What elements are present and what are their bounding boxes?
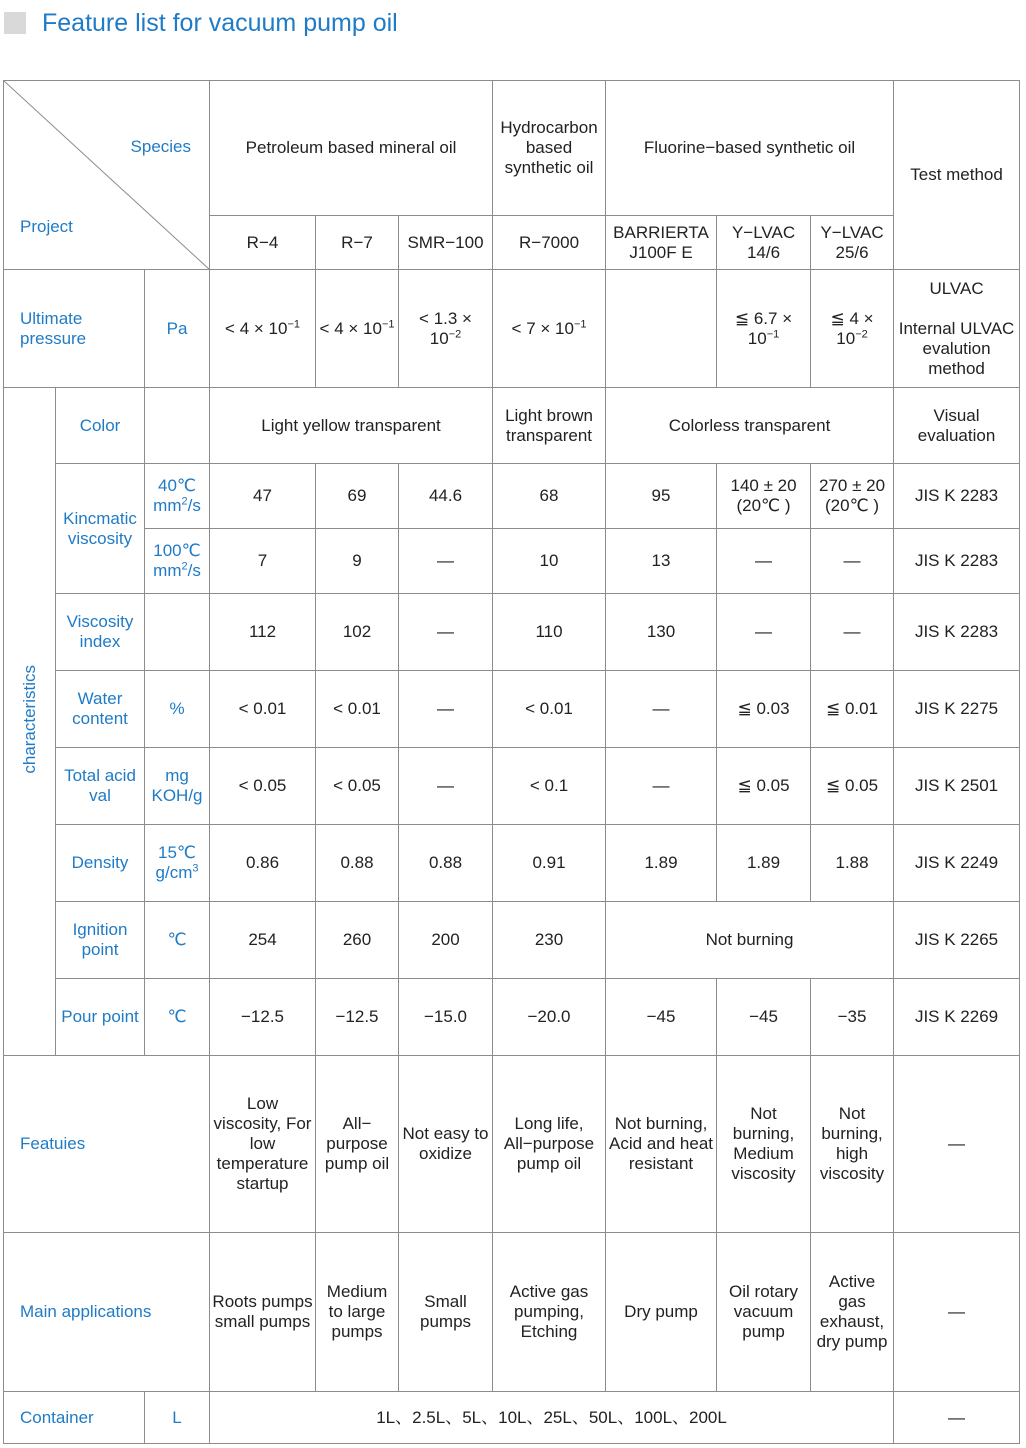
viscosity-100-ylvac-14-6: — (717, 529, 811, 594)
diagonal-line-icon (4, 81, 210, 270)
density-label: Density (56, 825, 145, 902)
features-ylvac-25-6: Not burning, high viscosity (811, 1056, 894, 1233)
vindex-method: JIS K 2283 (894, 594, 1020, 671)
ignition-method: JIS K 2265 (894, 902, 1020, 979)
viscosity-100-unit: 100℃ $mm^2/s$ (145, 529, 210, 594)
viscosity-label: Kincmatic viscosity (56, 464, 145, 594)
row-total-acid (4, 748, 1020, 825)
acid-r4: < 0.05 (210, 748, 316, 825)
ultimate-label: Ultimate pressure (4, 270, 145, 388)
ignition-label: Ignition point (56, 902, 145, 979)
ultimate-value-ylvac-25-6: ≦ $4 \times 10^{-2}$ (811, 270, 894, 388)
density-r7: 0.88 (316, 825, 399, 902)
water-r7: < 0.01 (316, 671, 399, 748)
row-water-content (4, 671, 1020, 748)
ultimate-value-smr100: < $1.3 \times 10^{-2}$ (399, 270, 493, 388)
vindex-r7: 102 (316, 594, 399, 671)
acid-r7000: < 0.1 (493, 748, 606, 825)
color-method: Visual evaluation (894, 388, 1020, 464)
water-ylvac-25-6: ≦ 0.01 (811, 671, 894, 748)
applications-r4: Roots pumps small pumps (210, 1233, 316, 1392)
pour-barrierta: −45 (606, 979, 717, 1056)
viscosity-40-smr100: 44.6 (399, 464, 493, 529)
row-viscosity-40 (4, 464, 1020, 529)
product-r7000: R−7000 (493, 216, 606, 270)
water-barrierta: — (606, 671, 717, 748)
ultimate-method (894, 270, 1020, 388)
ultimate-method-top: ULVAC (929, 278, 984, 298)
water-unit: % (145, 671, 210, 748)
ultimate-value-r4: < $4 \times 10^{-1}$ (210, 270, 316, 388)
acid-ylvac-25-6: ≦ 0.05 (811, 748, 894, 825)
color-petroleum: Light yellow transparent (210, 388, 493, 464)
row-color (4, 388, 1020, 464)
applications-ylvac-25-6: Active gas exhaust, dry pump (811, 1233, 894, 1392)
features-r4: Low viscosity, For low temperature startup (210, 1056, 316, 1233)
water-method: JIS K 2275 (894, 671, 1020, 748)
characteristics-cell (4, 388, 56, 1056)
viscosity-40-ylvac-25-6: 270 ± 20 (20℃ ) (811, 464, 894, 529)
viscosity-40-r7000: 68 (493, 464, 606, 529)
header-row-groups (4, 81, 1020, 216)
row-viscosity-100 (4, 529, 1020, 594)
pour-method: JIS K 2269 (894, 979, 1020, 1056)
water-ylvac-14-6: ≦ 0.03 (717, 671, 811, 748)
color-hydrocarbon: Light brown transparent (493, 388, 606, 464)
product-smr100: SMR−100 (399, 216, 493, 270)
water-smr100: — (399, 671, 493, 748)
row-density (4, 825, 1020, 902)
row-pour-point (4, 979, 1020, 1056)
row-applications (4, 1233, 1020, 1392)
density-ylvac-25-6: 1.88 (811, 825, 894, 902)
acid-r7: < 0.05 (316, 748, 399, 825)
density-ylvac-14-6: 1.89 (717, 825, 811, 902)
viscosity-100-r4: 7 (210, 529, 316, 594)
pour-ylvac-25-6: −35 (811, 979, 894, 1056)
product-ylvac-25-6: Y−LVAC 25/6 (811, 216, 894, 270)
water-r4: < 0.01 (210, 671, 316, 748)
viscosity-40-method: JIS K 2283 (894, 464, 1020, 529)
row-ultimate-pressure (4, 270, 1020, 388)
applications-method: — (894, 1233, 1020, 1392)
vindex-smr100: — (399, 594, 493, 671)
density-smr100: 0.88 (399, 825, 493, 902)
pour-ylvac-14-6: −45 (717, 979, 811, 1056)
viscosity-40-barrierta: 95 (606, 464, 717, 529)
vindex-barrierta: 130 (606, 594, 717, 671)
ignition-r4: 254 (210, 902, 316, 979)
features-method: — (894, 1056, 1020, 1233)
pour-label: Pour point (56, 979, 145, 1056)
applications-barrierta: Dry pump (606, 1233, 717, 1392)
viscosity-40-ylvac-14-6: 140 ± 20 (20℃ ) (717, 464, 811, 529)
features-r7: All− purpose pump oil (316, 1056, 399, 1233)
vindex-ylvac-14-6: — (717, 594, 811, 671)
pour-r4: −12.5 (210, 979, 316, 1056)
vindex-ylvac-25-6: — (811, 594, 894, 671)
acid-barrierta: — (606, 748, 717, 825)
row-viscosity-index (4, 594, 1020, 671)
pour-unit: ℃ (145, 979, 210, 1056)
ignition-unit: ℃ (145, 902, 210, 979)
pour-smr100: −15.0 (399, 979, 493, 1056)
acid-unit: mg KOH/g (145, 748, 210, 825)
acid-method: JIS K 2501 (894, 748, 1020, 825)
ignition-r7000: 230 (493, 902, 606, 979)
density-method: JIS K 2249 (894, 825, 1020, 902)
row-ignition-point (4, 902, 1020, 979)
ignition-smr100: 200 (399, 902, 493, 979)
viscosity-100-barrierta: 13 (606, 529, 717, 594)
pour-r7000: −20.0 (493, 979, 606, 1056)
product-ylvac-14-6: Y−LVAC 14/6 (717, 216, 811, 270)
density-r7000: 0.91 (493, 825, 606, 902)
viscosity-100-ylvac-25-6: — (811, 529, 894, 594)
container-method: — (894, 1392, 1020, 1444)
applications-r7000: Active gas pumping, Etching (493, 1233, 606, 1392)
viscosity-100-r7: 9 (316, 529, 399, 594)
acid-smr100: — (399, 748, 493, 825)
vindex-label: Viscosity index (56, 594, 145, 671)
color-unit (145, 388, 210, 464)
density-barrierta: 1.89 (606, 825, 717, 902)
features-label: Featuies (4, 1056, 210, 1233)
vindex-r7000: 110 (493, 594, 606, 671)
diagonal-header-cell (4, 81, 210, 270)
ultimate-value-ylvac-14-6: ≦ $6.7 \times 10^{-1}$ (717, 270, 811, 388)
container-label: Container (4, 1392, 145, 1444)
characteristics-label: characteristics (19, 664, 39, 774)
ultimate-value-barrierta (606, 270, 717, 388)
title-square-icon (4, 12, 26, 34)
group-fluorine: Fluorine−based synthetic oil (606, 81, 894, 216)
group-hydrocarbon: Hydrocarbon based synthetic oil (493, 81, 606, 216)
color-fluorine: Colorless transparent (606, 388, 894, 464)
features-r7000: Long life, All−purpose pump oil (493, 1056, 606, 1233)
features-barrierta: Not burning, Acid and heat resistant (606, 1056, 717, 1233)
container-value: 1L、2.5L、5L、10L、25L、50L、100L、200L (210, 1392, 894, 1444)
product-barrierta: BARRIERTA J100F E (606, 216, 717, 270)
group-petroleum: Petroleum based mineral oil (210, 81, 493, 216)
ultimate-value-r7: < $4 \times 10^{-1}$ (316, 270, 399, 388)
color-label: Color (56, 388, 145, 464)
ultimate-value-r7000: < $7 \times 10^{-1}$ (493, 270, 606, 388)
product-r7: R−7 (316, 216, 399, 270)
species-label: Species (130, 137, 192, 156)
product-r4: R−4 (210, 216, 316, 270)
ignition-r7: 260 (316, 902, 399, 979)
container-unit: L (145, 1392, 210, 1444)
vindex-unit (145, 594, 210, 671)
ultimate-method-bottom: Internal ULVAC evalution method (898, 318, 1015, 378)
feature-table (3, 80, 1020, 1444)
density-unit: 15℃ $g/cm^3$ (145, 825, 210, 902)
acid-label: Total acid val (56, 748, 145, 825)
water-label: Water content (56, 671, 145, 748)
features-ylvac-14-6: Not burning, Medium viscosity (717, 1056, 811, 1233)
test-method-header: Test method (894, 81, 1020, 270)
applications-r7: Medium to large pumps (316, 1233, 399, 1392)
vindex-r4: 112 (210, 594, 316, 671)
acid-ylvac-14-6: ≦ 0.05 (717, 748, 811, 825)
viscosity-40-r7: 69 (316, 464, 399, 529)
viscosity-40-unit: 40℃ $mm^2/s$ (145, 464, 210, 529)
viscosity-100-method: JIS K 2283 (894, 529, 1020, 594)
row-container (4, 1392, 1020, 1444)
pour-r7: −12.5 (316, 979, 399, 1056)
project-label: Project (20, 217, 73, 236)
ultimate-unit: Pa (145, 270, 210, 388)
applications-ylvac-14-6: Oil rotary vacuum pump (717, 1233, 811, 1392)
viscosity-100-r7000: 10 (493, 529, 606, 594)
applications-smr100: Small pumps (399, 1233, 493, 1392)
viscosity-100-smr100: — (399, 529, 493, 594)
water-r7000: < 0.01 (493, 671, 606, 748)
row-features (4, 1056, 1020, 1233)
page-title: Feature list for vacuum pump oil (42, 8, 398, 37)
features-smr100: Not easy to oxidize (399, 1056, 493, 1233)
viscosity-40-r4: 47 (210, 464, 316, 529)
ignition-fluorine: Not burning (606, 902, 894, 979)
title-bar (4, 6, 398, 40)
applications-label: Main applications (4, 1233, 210, 1392)
density-r4: 0.86 (210, 825, 316, 902)
